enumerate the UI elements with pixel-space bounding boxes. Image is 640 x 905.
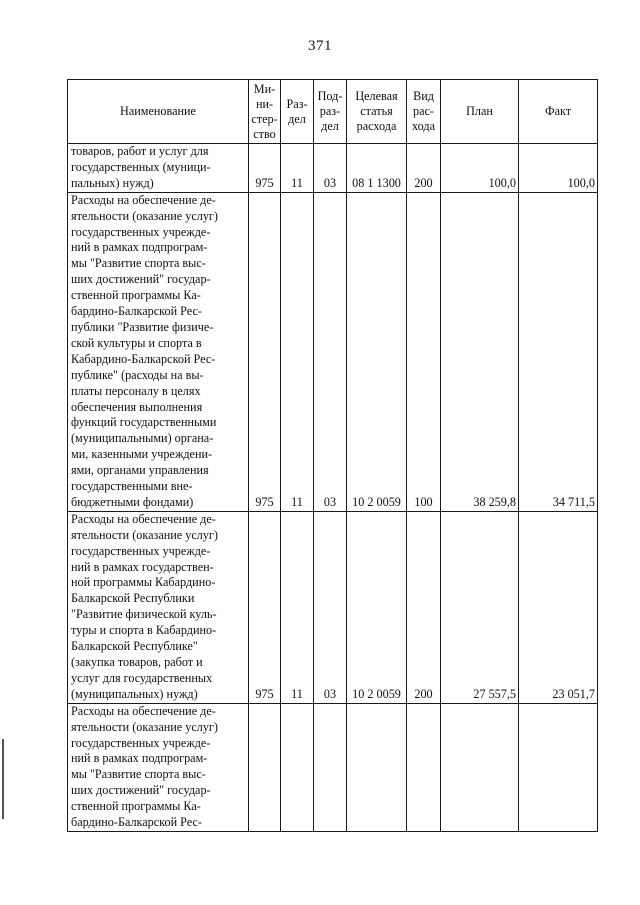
row-fact: 23 051,7 bbox=[519, 511, 598, 703]
row-subsection bbox=[314, 703, 347, 831]
row-ministry bbox=[249, 703, 281, 831]
row-plan: 100,0 bbox=[441, 144, 519, 193]
row-name: товаров, работ и услуг для государственных (муници- пальных) нужд) bbox=[68, 144, 249, 193]
row-plan: 27 557,5 bbox=[441, 511, 519, 703]
header-name: Наименование bbox=[68, 80, 249, 144]
row-target-article: 10 2 0059 bbox=[347, 511, 407, 703]
header-target-article: Целевая статья расхода bbox=[347, 80, 407, 144]
row-expense-type: 200 bbox=[407, 511, 441, 703]
row-section: 11 bbox=[281, 192, 314, 511]
row-section: 11 bbox=[281, 144, 314, 193]
row-fact: 34 711,5 bbox=[519, 192, 598, 511]
header-plan: План bbox=[441, 80, 519, 144]
row-section bbox=[281, 703, 314, 831]
row-expense-type: 100 bbox=[407, 192, 441, 511]
table-row bbox=[68, 703, 598, 831]
page-number: 371 bbox=[308, 38, 332, 54]
row-section: 11 bbox=[281, 511, 314, 703]
row-name: Расходы на обеспечение де- ятельности (оказание услуг) государственных учрежде- ний в рамках государствен- ной программы Кабардино- Балкарской Республики "Развитие физической куль- туры и спорта в Кабардино- Балкарской Республике" (закупка товаров, работ и услуг для государственных (муниципальных) нужд) bbox=[68, 511, 249, 703]
header-expense-type: Вид рас- хода bbox=[407, 80, 441, 144]
table-row bbox=[68, 192, 598, 511]
row-target-article: 08 1 1300 bbox=[347, 144, 407, 193]
row-ministry: 975 bbox=[249, 144, 281, 193]
row-subsection: 03 bbox=[314, 511, 347, 703]
budget-table bbox=[67, 79, 598, 832]
header-ministry: Ми- ни- стер- ство bbox=[249, 80, 281, 144]
table-row bbox=[68, 144, 598, 193]
header-fact: Факт bbox=[519, 80, 598, 144]
row-target-article bbox=[347, 703, 407, 831]
table-header-row bbox=[68, 80, 598, 144]
row-plan: 38 259,8 bbox=[441, 192, 519, 511]
header-subsection: Под- раз- дел bbox=[314, 80, 347, 144]
row-name: Расходы на обеспечение де- ятельности (оказание услуг) государственных учрежде- ний в рамках подпрограм- мы "Развитие спорта выс- ших достижений" государ- ственной программы Ка- бардино-Балкарской Рес- публики "Развитие физиче- ской культуры и спорта в Кабардино-Балкарской Рес- публике" (расходы на вы- платы персоналу в целях обеспечения выполнения функций государственными (муниципальными) органа- ми, казенными учреждени- ями, органами управления государственными вне- бюджетными фондами) bbox=[68, 192, 249, 511]
row-expense-type bbox=[407, 703, 441, 831]
row-subsection: 03 bbox=[314, 192, 347, 511]
row-subsection: 03 bbox=[314, 144, 347, 193]
row-fact: 100,0 bbox=[519, 144, 598, 193]
row-fact bbox=[519, 703, 598, 831]
row-expense-type: 200 bbox=[407, 144, 441, 193]
row-target-article: 10 2 0059 bbox=[347, 192, 407, 511]
row-ministry: 975 bbox=[249, 192, 281, 511]
row-plan bbox=[441, 703, 519, 831]
table-row bbox=[68, 511, 598, 703]
row-ministry: 975 bbox=[249, 511, 281, 703]
header-section: Раз- дел bbox=[281, 80, 314, 144]
scan-edge-mark bbox=[2, 739, 4, 819]
row-name: Расходы на обеспечение де- ятельности (оказание услуг) государственных учрежде- ний в рамках подпрограм- мы "Развитие спорта выс- ших достижений" государ- ственной программы Ка- бардино-Балкарской Рес- bbox=[68, 703, 249, 831]
